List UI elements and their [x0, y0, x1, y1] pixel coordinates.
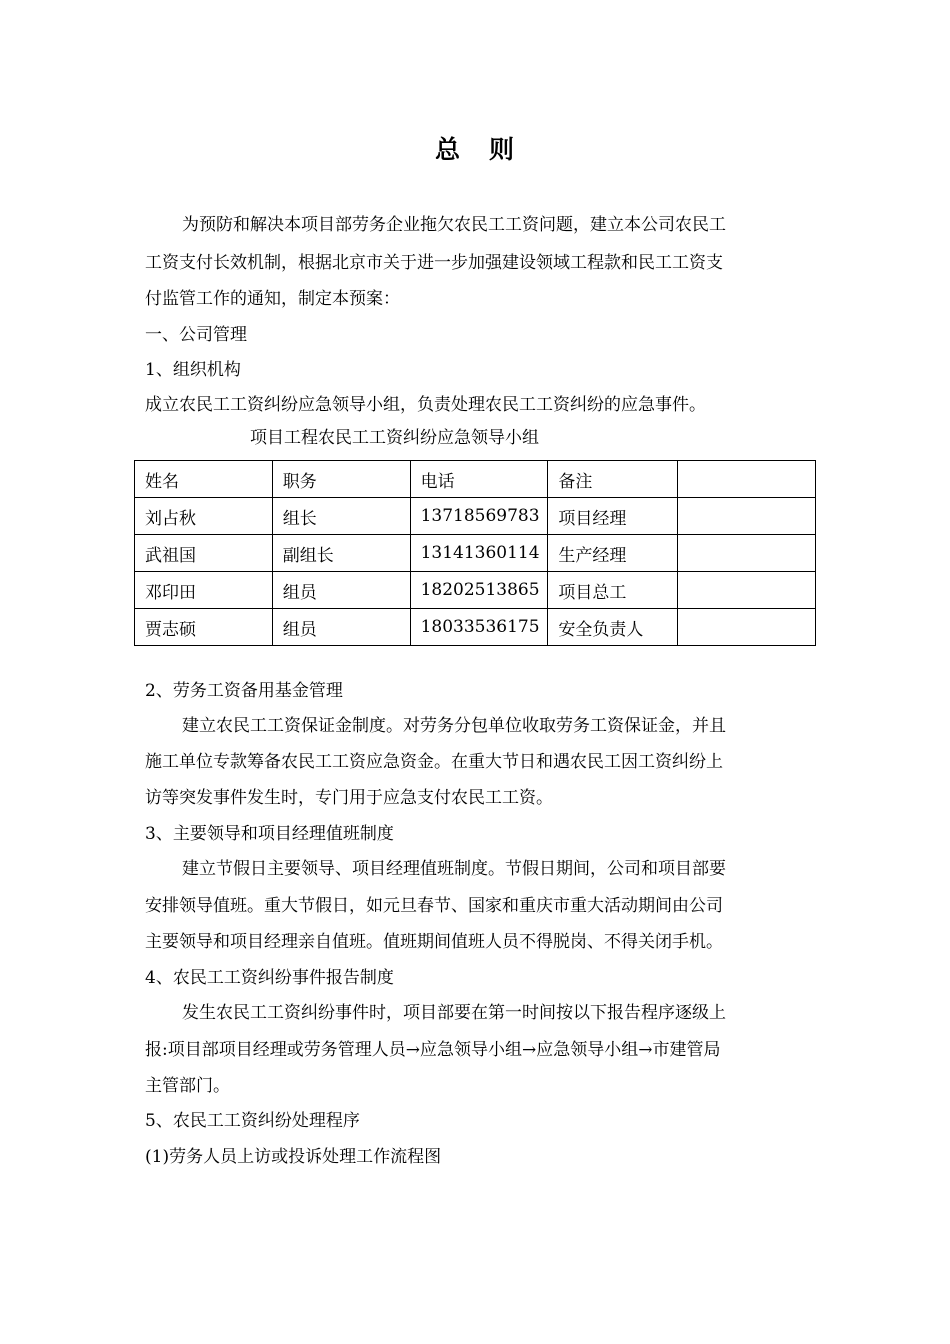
section-2-heading: 2、劳务工资备用基金管理 [145, 681, 343, 701]
section-3-heading: 3、主要领导和项目经理值班制度 [145, 824, 394, 844]
cell-name: 武祖国 [135, 535, 273, 572]
cell-name: 贾志硕 [135, 609, 273, 646]
cell-remark: 项目总工 [548, 572, 678, 609]
section-1-1-heading: 1、组织机构 [145, 360, 241, 380]
table-row [135, 609, 816, 646]
cell-position: 组员 [272, 609, 410, 646]
header-phone: 电话 [410, 461, 548, 498]
intro-line-3: 付监管工作的通知，制定本预案： [145, 289, 400, 309]
cell-phone: 13718569783 [410, 498, 548, 535]
cell-phone: 18202513865 [410, 572, 548, 609]
section-2-line-1: 建立农民工工资保证金制度。对劳务分包单位收取劳务工资保证金，并且 [182, 716, 726, 736]
table-row [135, 498, 816, 535]
section-1-1-text: 成立农民工工资纠纷应急领导小组，负责处理农民工工资纠纷的应急事件。 [145, 395, 706, 415]
cell-empty [678, 609, 816, 646]
header-empty [678, 461, 816, 498]
cell-phone: 13141360114 [410, 535, 548, 572]
section-2-line-2: 施工单位专款筹备农民工工资应急资金。在重大节日和遇农民工因工资纠纷上 [145, 752, 723, 772]
cell-remark: 项目经理 [548, 498, 678, 535]
header-remark: 备注 [548, 461, 678, 498]
section-4-heading: 4、农民工工资纠纷事件报告制度 [145, 968, 394, 988]
section-3-line-3: 主要领导和项目经理亲自值班。值班期间值班人员不得脱岗、不得关闭手机。 [145, 932, 723, 952]
cell-name: 邓印田 [135, 572, 273, 609]
section-4-line-2: 报:项目部项目经理或劳务管理人员→应急领导小组→应急领导小组→市建管局 [145, 1040, 721, 1060]
cell-empty [678, 498, 816, 535]
table-row [135, 572, 816, 609]
section-5-1-heading: (1)劳务人员上访或投诉处理工作流程图 [145, 1147, 442, 1167]
section-4-line-1: 发生农民工工资纠纷事件时，项目部要在第一时间按以下报告程序逐级上 [182, 1003, 726, 1023]
cell-empty [678, 572, 816, 609]
header-name: 姓名 [135, 461, 273, 498]
cell-remark: 安全负责人 [548, 609, 678, 646]
intro-line-1: 为预防和解决本项目部劳务企业拖欠农民工工资问题，建立本公司农民工 [182, 215, 726, 235]
table-row [135, 535, 816, 572]
cell-position: 副组长 [272, 535, 410, 572]
section-3-line-2: 安排领导值班。重大节假日，如元旦春节、国家和重庆市重大活动期间由公司 [145, 896, 723, 916]
section-2-line-3: 访等突发事件发生时，专门用于应急支付农民工工资。 [145, 788, 553, 808]
cell-remark: 生产经理 [548, 535, 678, 572]
section-1-heading: 一、公司管理 [145, 325, 247, 345]
table-caption: 项目工程农民工工资纠纷应急领导小组 [250, 428, 539, 448]
cell-position: 组员 [272, 572, 410, 609]
cell-position: 组长 [272, 498, 410, 535]
cell-name: 刘占秋 [135, 498, 273, 535]
section-5-heading: 5、农民工工资纠纷处理程序 [145, 1111, 360, 1131]
leadership-group-table [134, 460, 816, 646]
intro-line-2: 工资支付长效机制，根据北京市关于进一步加强建设领域工程款和民工工资支 [145, 253, 723, 273]
section-3-line-1: 建立节假日主要领导、项目经理值班制度。节假日期间，公司和项目部要 [182, 859, 726, 879]
page-title: 总 则 [434, 135, 516, 164]
header-position: 职务 [272, 461, 410, 498]
section-4-line-3: 主管部门。 [145, 1076, 230, 1096]
table-header-row [135, 461, 816, 498]
cell-phone: 18033536175 [410, 609, 548, 646]
cell-empty [678, 535, 816, 572]
